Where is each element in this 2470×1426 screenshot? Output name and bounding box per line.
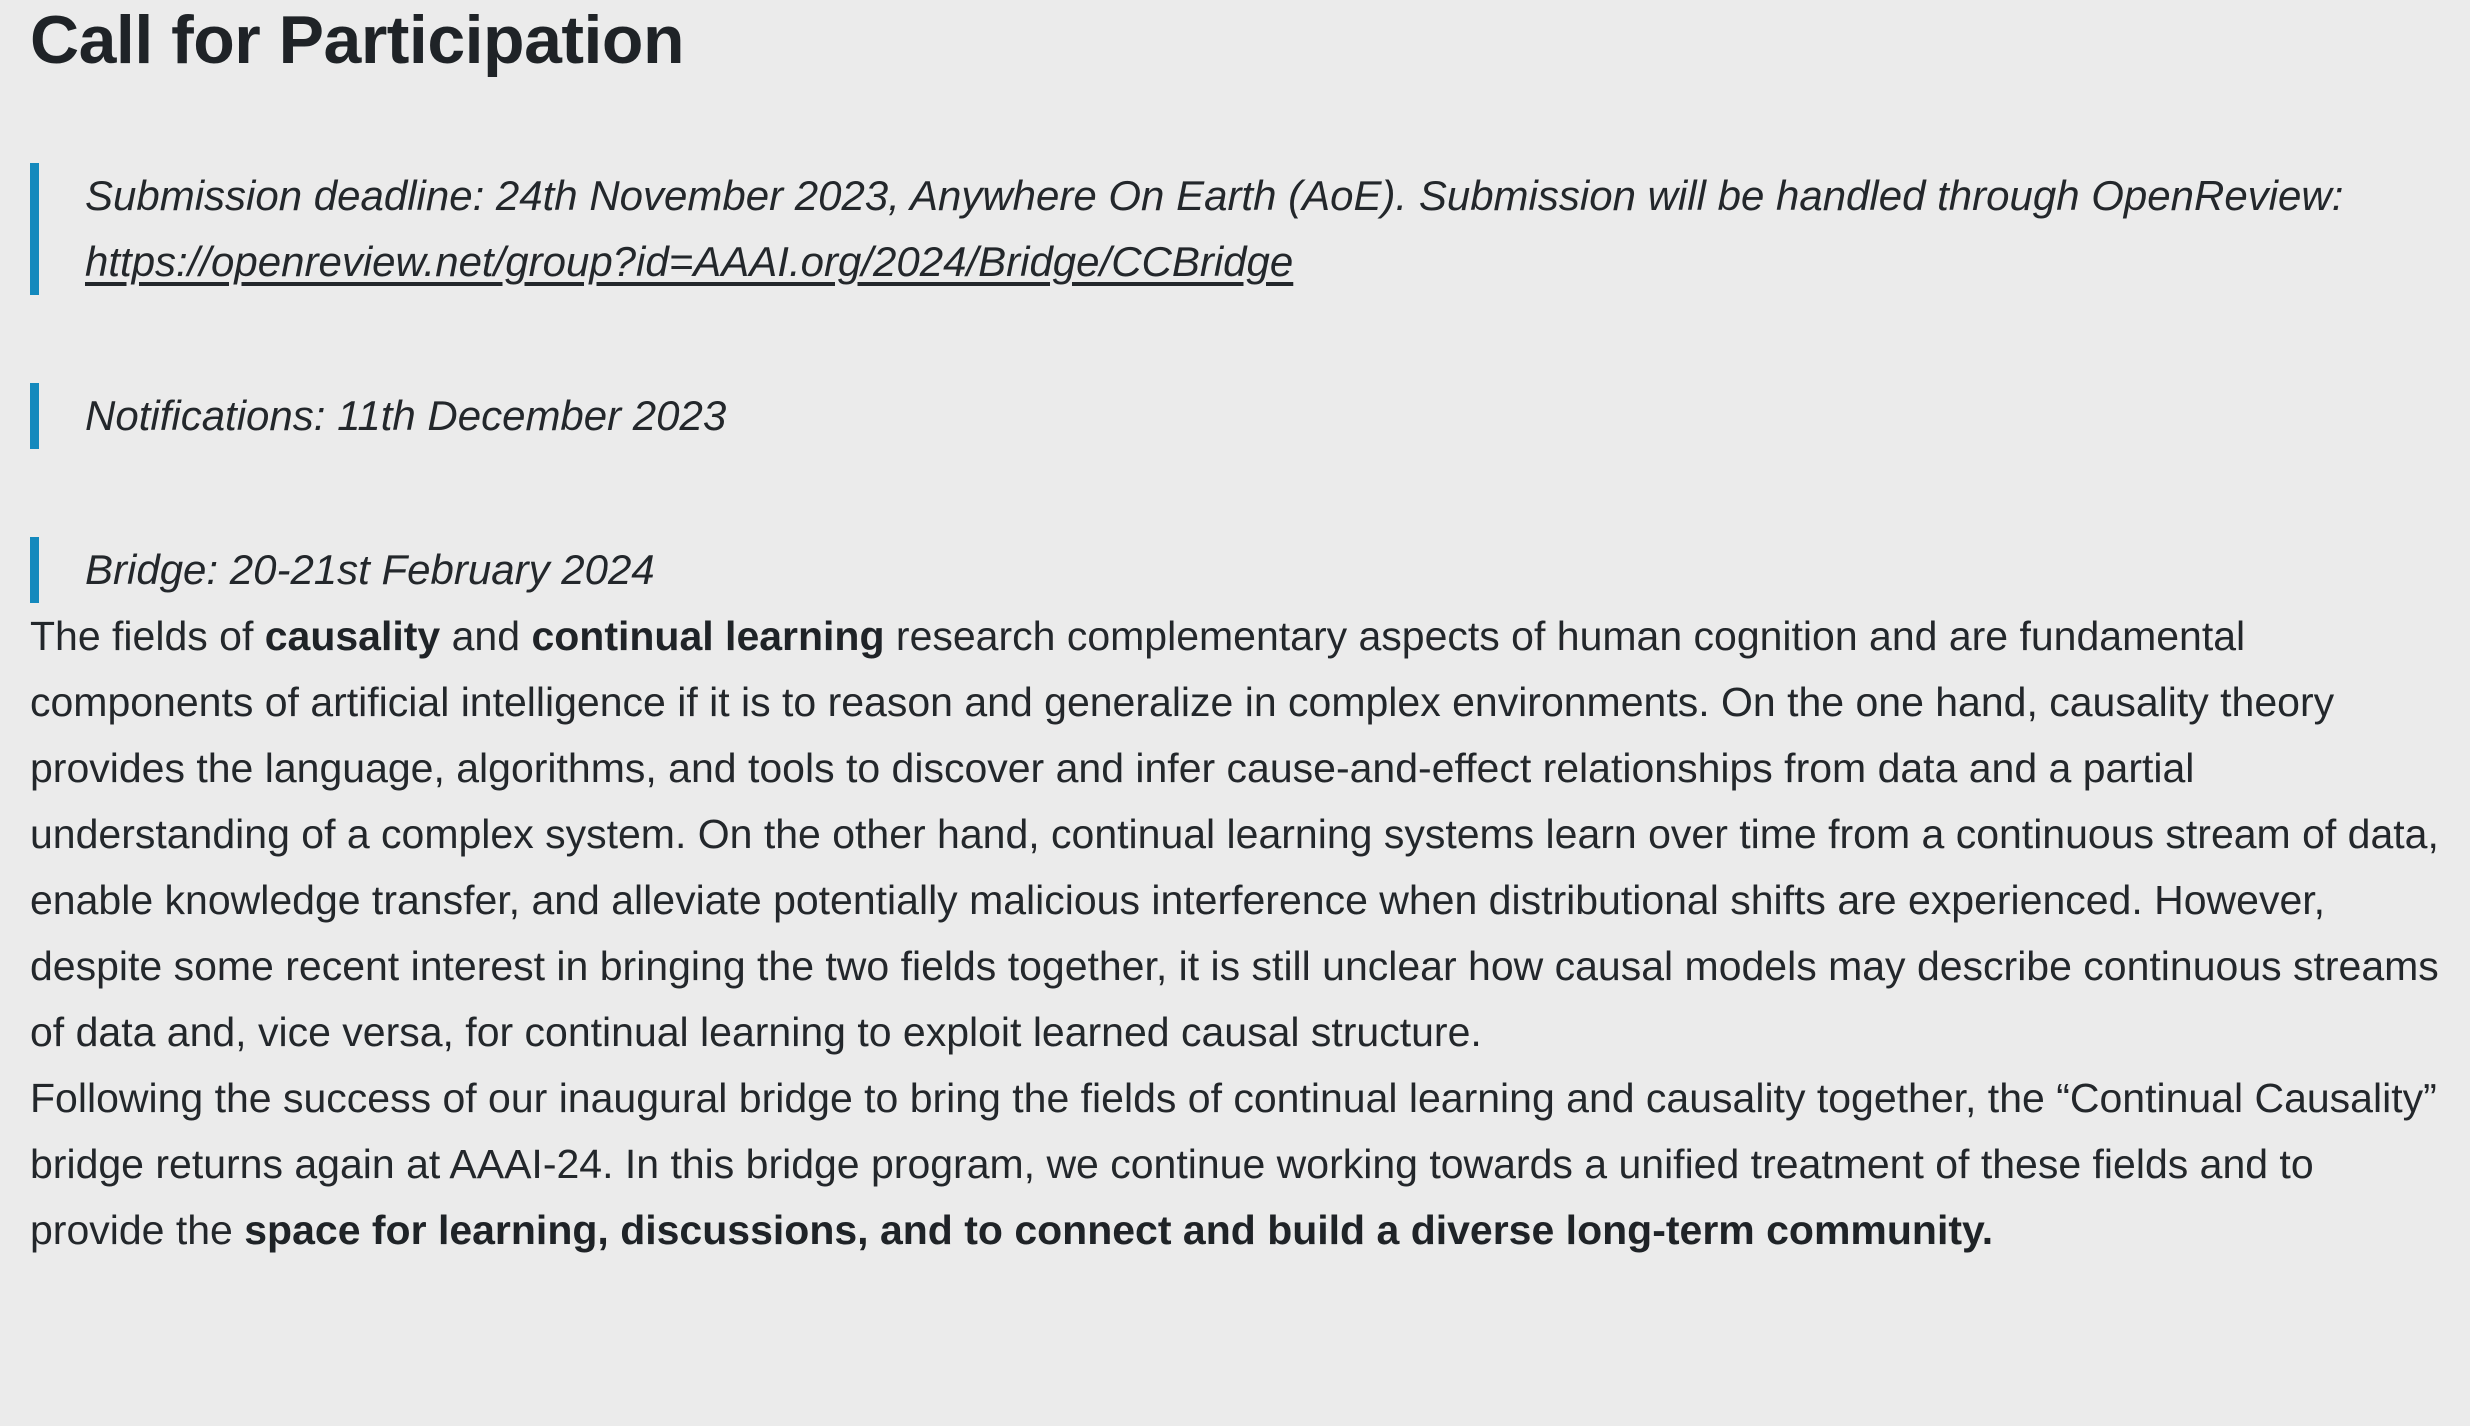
notifications-text: Notifications: 11th December 2023 — [85, 392, 727, 439]
intro-bold-continual-learning: continual learning — [531, 613, 885, 659]
submission-deadline-text: Submission deadline: 24th November 2023, Anywhere On Earth (AoE). Submission will be handled through OpenReview: — [85, 172, 2344, 219]
intro-text-1: The fields of — [30, 613, 265, 659]
notifications-quote — [30, 383, 2440, 449]
page-title: Call for Participation — [30, 2, 684, 78]
submission-deadline-quote — [30, 163, 2440, 295]
intro-text-2: and — [440, 613, 532, 659]
intro-bold-causality: causality — [264, 613, 441, 659]
intro-text-3: research complementary aspects of human cognition and are fundamental components of artificial intelligence if it is to reason and generalize in complex environments. On the one hand, causality theory provides the language, algorithms, and tools to discover and infer cause-and-effect relationships from data and a partial understanding of a complex system. On the other hand, continual learning systems learn over time from a continuous stream of data, enable knowledge transfer, and alleviate potentially malicious interference when distributional shifts are experienced. However, despite some recent interest in bringing the two fields together, it is still unclear how causal models may describe continuous streams of data and, vice versa, for continual learning to exploit learned causal structure. — [30, 613, 2439, 1055]
bridge-date-text: Bridge: 20-21st February 2024 — [85, 546, 655, 593]
openreview-link[interactable]: https://openreview.net/group?id=AAAI.org/2024/Bridge/CCBridge — [85, 238, 1294, 285]
bridge-text-1: Following the success of our inaugural bridge to bring the fields of continual learning and causality together, the “Continual Causality” bridge returns again at AAAI-24. In this bridge program, we continue working towards a unified treatment of these fields and to provide the — [30, 1075, 2437, 1253]
bridge-bold-community: space for learning, discussions, and to connect and build a diverse long-term community. — [244, 1207, 1994, 1253]
intro-paragraph — [30, 603, 2450, 1065]
bridge-paragraph — [30, 1065, 2450, 1263]
bridge-date-quote — [30, 537, 2440, 603]
